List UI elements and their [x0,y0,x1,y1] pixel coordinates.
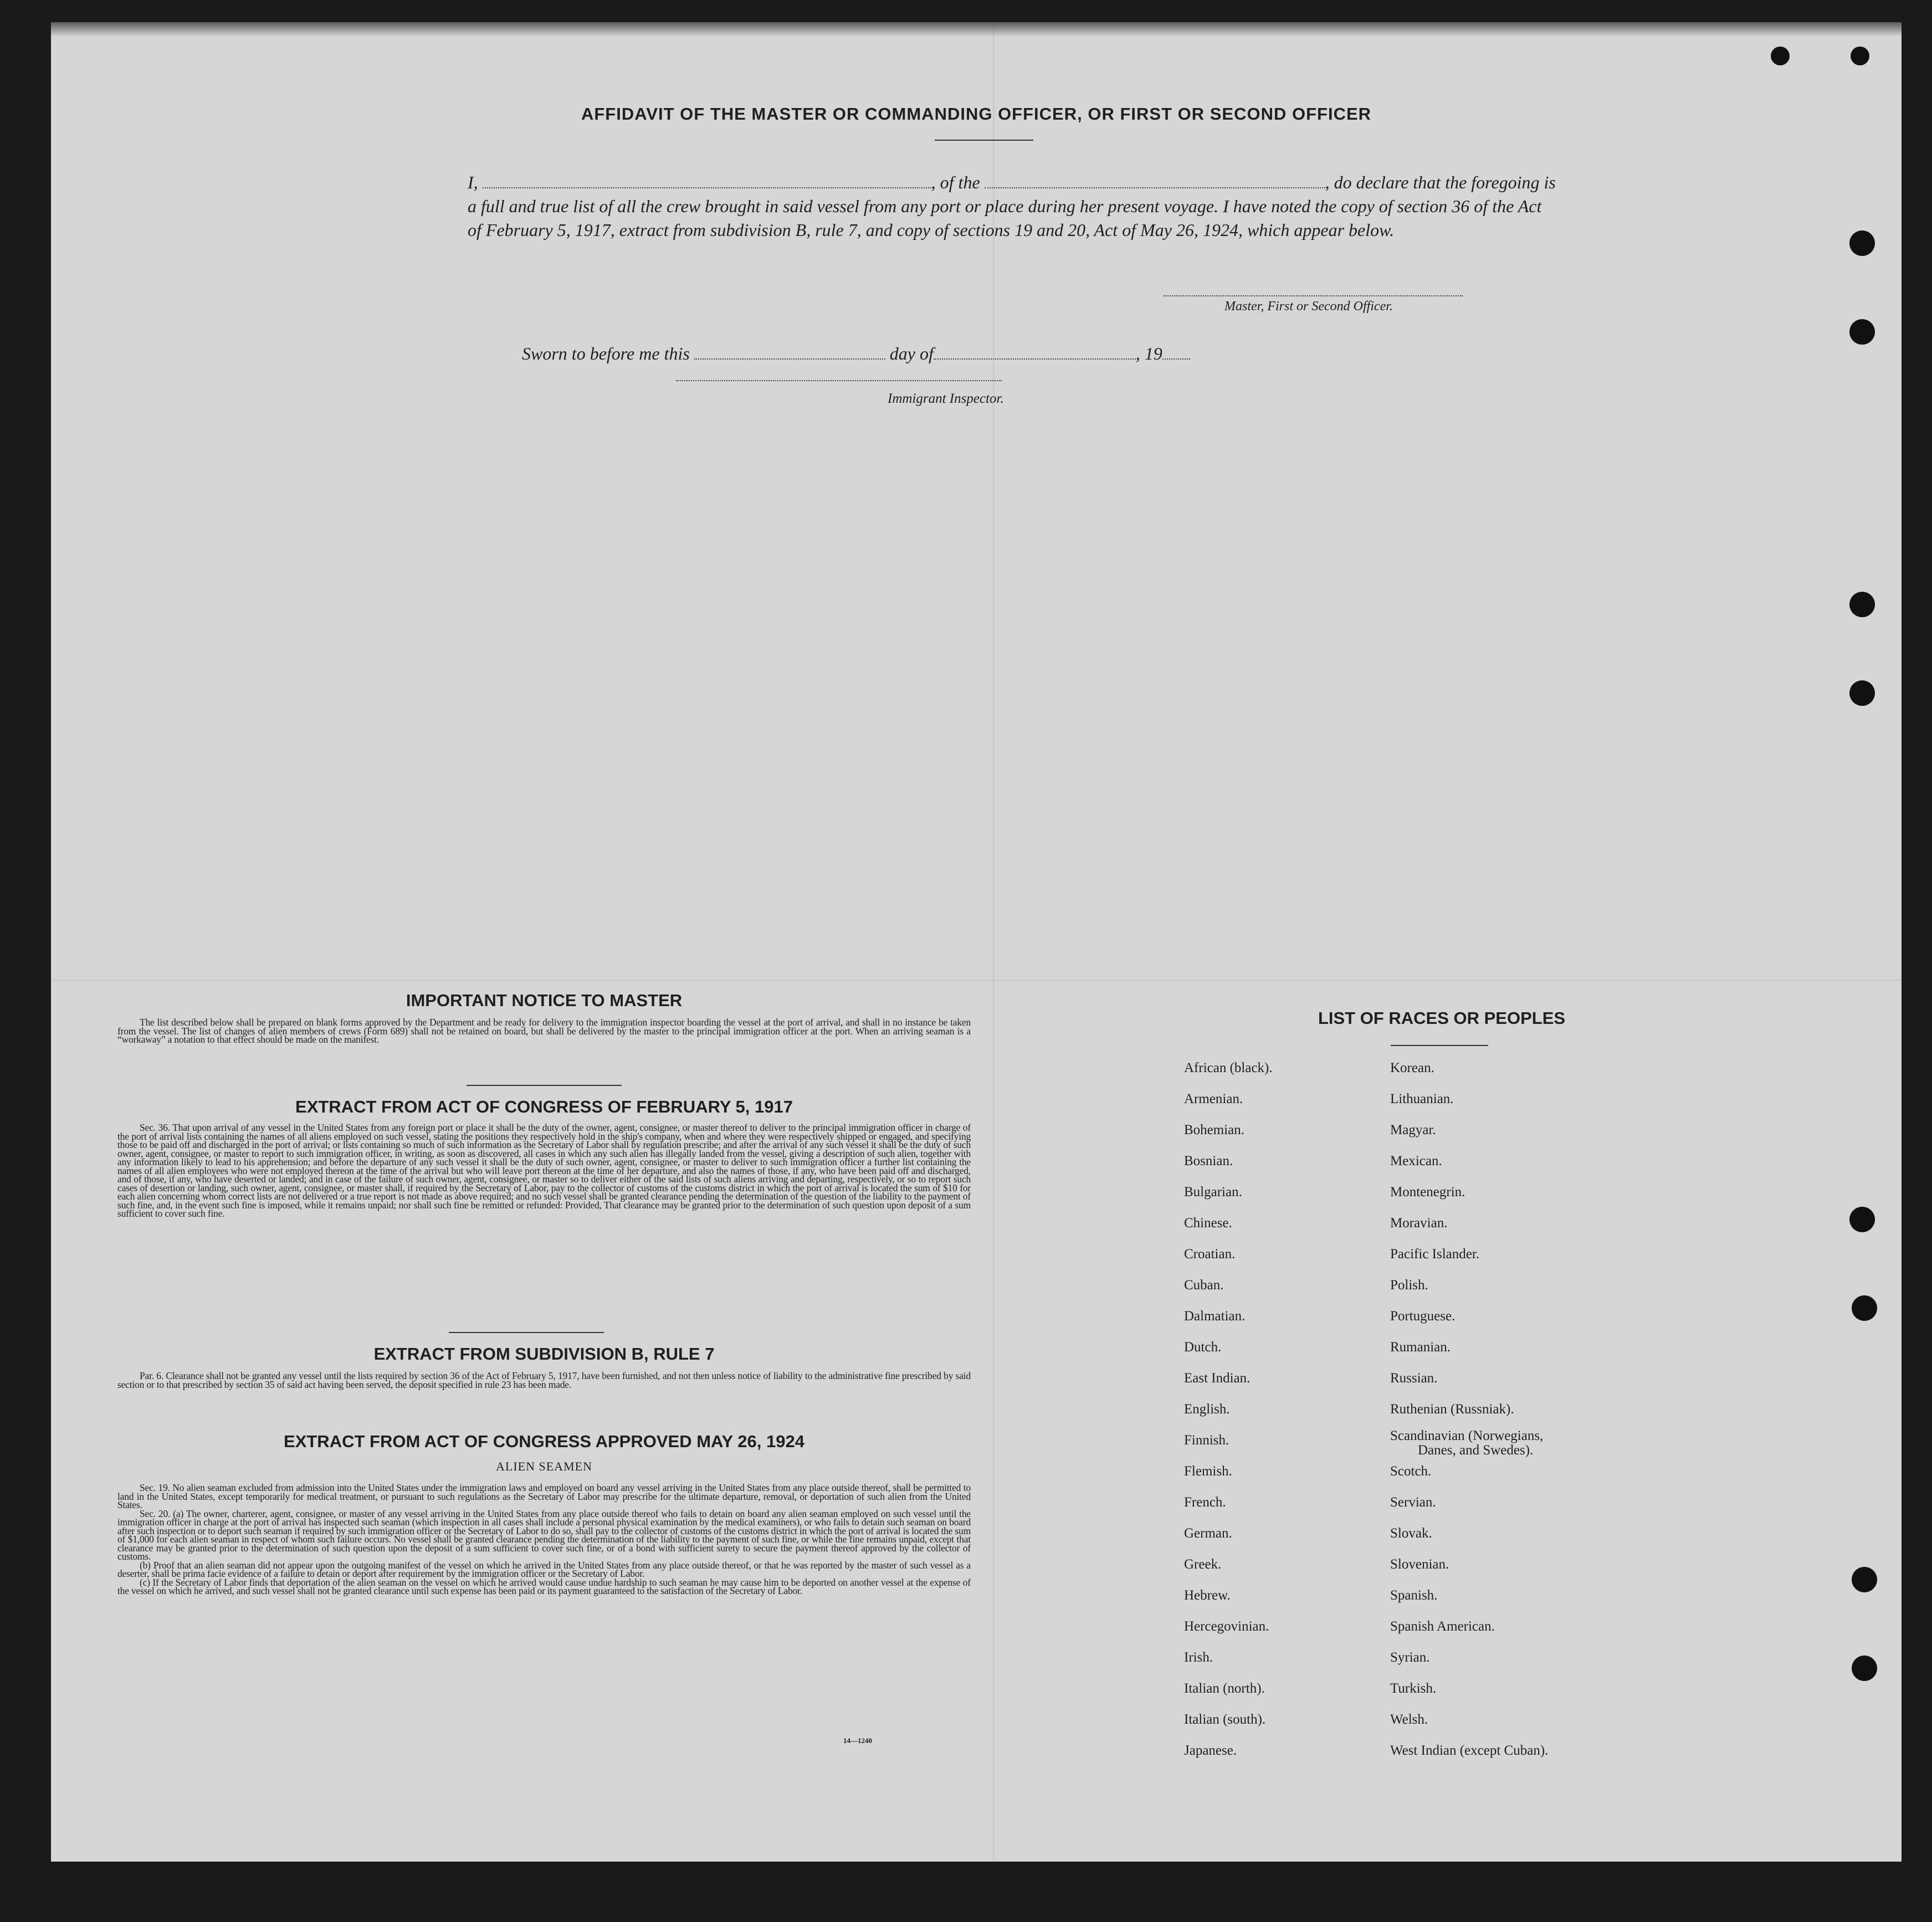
notice-divider [467,1085,622,1086]
extract-1924-subtitle: ALIEN SEAMEN [496,1459,592,1473]
race-item: Italian (south). [1184,1712,1266,1727]
race-item: Finnish. [1184,1433,1229,1448]
race-item: Bohemian. [1184,1123,1245,1137]
sworn-day-of: day of [889,344,934,363]
affidavit-body: that the foregoing is a full and true list of all the crew brought in said vessel from any port or place during her present voyage. I have noted the copy of section 36 of the Act of February 5, 1917, extract from subdivision B, rule 7, and copy of sections 19 and 20, Act of May 26, 1924, which appear below. [468,172,1556,240]
race-item: Japanese. [1184,1743,1237,1758]
race-item: East Indian. [1184,1371,1251,1386]
punch-hole-icon [1771,47,1790,65]
race-item: Scandinavian (Norwegians, [1390,1428,1544,1443]
race-item: Mexican. [1390,1154,1442,1168]
race-item: Rumanian. [1390,1340,1451,1355]
extract-1924-sec19: Sec. 19. No alien seaman excluded from admission into the United States under the immigration laws and employed on board any vessel arriving in the United States from any place outside thereof, shall be permitted to land in the United States, except temporarily for medical treatment, or pursuant to such regulations as the Secretary of Labor may prescribe for the ultimate departure, removal, or deportation of such alien from the United States. [117,1482,971,1510]
punch-hole-icon [1852,1656,1877,1681]
sworn-prefix: Sworn to before me this [522,344,690,363]
inspector-signature-line[interactable] [676,380,1002,382]
race-item: Lithuanian. [1390,1091,1454,1106]
sworn-day-field[interactable] [694,345,885,360]
extract-rule7-title: EXTRACT FROM SUBDIVISION B, RULE 7 [373,1344,715,1364]
fold-line-horizontal [51,980,1902,981]
race-item: Polish. [1390,1278,1428,1293]
inspector-caption: Immigrant Inspector. [888,391,1004,406]
extract-1924-sec20a: Sec. 20. (a) The owner, charterer, agent, consignee, or master of any vessel arriving in the United States from any place outside thereof who fails to detain on board any alien seaman employed on such vessel until the immigration officer in charge at the port of arrival has inspected such seaman (which inspection in all cases shall include a personal physical examination by the medical examiners), or who fails to detain such seaman on board after such inspection or to deport such seaman if required by such immigration officer or the Secretary of Labor to do so, shall pay to the collector of customs of the customs district in which the port of arrival is located the sum of $1,000 for each alien seaman in respect of whom such failure occurs. No vessel shall be granted clearance pending the determination of the liability to the payment of such fine, or while the fine remains unpaid, except that clearance may be granted prior to the determination of such question upon the deposit of a sum sufficient to cover such fine, or of a bond with sufficient surety to secure the payment thereof approved by the collector of customs. [117,1508,971,1562]
punch-hole-icon [1851,47,1869,65]
punch-hole-icon [1849,592,1875,617]
race-item: Slovak. [1390,1526,1432,1541]
race-item: Hebrew. [1184,1588,1231,1603]
extract-1917-title: EXTRACT FROM ACT OF CONGRESS OF FEBRUARY 5, 1917 [295,1097,793,1116]
race-item: Korean. [1390,1060,1434,1075]
extract-1924-title: EXTRACT FROM ACT OF CONGRESS APPROVED MAY 26, 1924 [284,1432,804,1451]
race-item: Turkish. [1390,1681,1437,1696]
race-item: Scotch. [1390,1464,1432,1479]
master-signature-line[interactable] [1164,295,1463,297]
race-item: West Indian (except Cuban). [1390,1743,1549,1758]
race-item: Welsh. [1390,1712,1428,1727]
race-item: Armenian. [1184,1091,1243,1106]
race-item: Portuguese. [1390,1309,1456,1324]
punch-hole-icon [1849,680,1875,706]
extract-1924-sec20c: (c) If the Secretary of Labor finds that deportation of the alien seaman on the vessel on which he arrived would cause undue hardship to such seaman he may cause him to be deported on another vessel at the expense of the vessel on which he arrived, and such vessel shall not be granted clearance until such expense has been paid or its payment guaranteed to the satisfaction of the Secretary of Labor. [117,1576,971,1596]
race-item: Spanish American. [1390,1619,1495,1634]
declarant-name-field[interactable] [483,174,931,188]
race-item: German. [1184,1526,1232,1541]
extract-1917-paragraph: Sec. 36. That upon arrival of any vessel in the United States from any foreign port or place it shall be the duty of the owner, agent, consignee, or master thereof to deliver to the principal immigration officer in charge of the port of arrival lists containing the names of all aliens employed on such vessel, stating the positions they respectively hold in the ship's company, when and where they were respectively shipped or engaged, and specifying those to be paid off and discharged in the port of arrival; or lists containing so much of such information as the Secretary of Labor shall by regulation prescribe; and after the arrival of any such vessel it shall be the duty of such owner, agent, consignee, or master to report to such immigration officer, in writing, as soon as discovered, all cases in which any such alien has illegally landed from the vessel, giving a description of such alien, together with any information likely to lead to his apprehension; and before the departure of any such vessel it shall be the duty of such owner, agent, consignee, or master to deliver to such immigration officer a further list containing the names of all alien employees who were not employed thereon at the time of the arrival but who will leave port thereon at the time of her departure, and also the names of those, if any, who have been paid off and discharged, and of those, if any, who have deserted or landed; and in case of the failure of such owner, agent, consignee, or master so to deliver either of the said lists of such aliens arriving and departing, respectively, or so to report such cases of desertion or landing, such owner, agent, consignee, or master shall, if required by the Secretary of Labor, pay to the collector of customs of the customs district in which the port of arrival is located the sum of $10 for each alien concerning whom correct lists are not delivered or a true report is not made as above required; and no such vessel shall be granted clearance pending the determination of the question of the liability to the payment of such fine, and, in the event such fine is imposed, while it remains unpaid; nor shall such fine be remitted or refunded: Provided, That clearance may be granted prior to the determination of such question upon deposit of a sum sufficient to cover such fine. [117,1122,971,1219]
affidavit-title: AFFIDAVIT OF THE MASTER OR COMMANDING OFFICER, OR FIRST OR SECOND OFFICER [581,104,1372,124]
punch-hole-icon [1849,230,1875,256]
race-item: Magyar. [1390,1123,1436,1137]
race-item: Russian. [1390,1371,1438,1386]
race-item: Bulgarian. [1184,1185,1242,1200]
sworn-month-field[interactable] [934,345,1136,360]
race-item: Cuban. [1184,1278,1224,1293]
vessel-name-field[interactable] [985,174,1325,188]
race-item: French. [1184,1495,1226,1510]
race-item: Servian. [1390,1495,1436,1510]
races-title: LIST OF RACES OR PEOPLES [1318,1008,1566,1028]
race-item: Bosnian. [1184,1154,1233,1168]
race-item: Italian (north). [1184,1681,1265,1696]
race-item: Montenegrin. [1390,1185,1465,1200]
races-title-rule [1391,1045,1488,1046]
race-item-continuation: Danes, and Swedes). [1418,1443,1534,1458]
race-item: Dalmatian. [1184,1309,1246,1324]
extract-1917-body [117,1124,971,1218]
sworn-year-field[interactable] [1162,345,1190,360]
affidavit-statement [468,171,1556,242]
race-item: Syrian. [1390,1650,1430,1665]
race-item: Dutch. [1184,1340,1222,1355]
affidavit-i: I, [468,172,478,192]
fold-line-vertical [993,22,995,1862]
punch-hole-icon [1852,1295,1877,1321]
race-item: African (black). [1184,1060,1273,1075]
document-page [51,22,1902,1862]
race-item: Irish. [1184,1650,1213,1665]
extract-rule7-paragraph: Par. 6. Clearance shall not be granted any vessel until the lists required by section 36 of the Act of February 5, 1917, have been furnished, and not then unless notice of liability to the administrative fine prescribed by said section or to that prescribed by section 35 of said act having been served, the deposit specified in rule 23 has been made. [117,1370,971,1390]
race-item: Ruthenian (Russniak). [1390,1402,1514,1417]
extract-1924-body [117,1484,971,1596]
notice-title: IMPORTANT NOTICE TO MASTER [406,991,683,1010]
top-edge-shadow [51,22,1902,37]
affidavit-do-declare: , do declare [1325,172,1409,192]
race-item: Slovenian. [1390,1557,1449,1572]
punch-hole-icon [1852,1567,1877,1592]
race-item: Pacific Islander. [1390,1247,1480,1262]
affidavit-title-rule [935,140,1033,141]
race-item: Spanish. [1390,1588,1438,1603]
form-number: 14—1240 [843,1736,872,1745]
notice-paragraph: The list described below shall be prepared on blank forms approved by the Department and be ready for delivery to the immigration inspector boarding the vessel at the port of arrival, and shall in no instance be taken from the vessel. The list of changes of alien members of crews (Form 689) shall not be retained on board, but shall be delivered by the master to the principal immigration officer at the port. When an arriving seaman is a “workaway” a notation to that effect should be made on the manifest. [117,1017,971,1045]
race-item: English. [1184,1402,1230,1417]
race-item: Greek. [1184,1557,1222,1572]
extract-1924-sec20b: (b) Proof that an alien seaman did not appear upon the outgoing manifest of the vessel on which he arrived in the United States from any place outside thereof, or that he was reported by the master of such vessel as a deserter, shall be prima facie evidence of a failure to detain or deport after requirement by the immigration officer or the Secretary of Labor. [117,1559,971,1579]
race-item: Hercegovinian. [1184,1619,1269,1634]
race-item: Croatian. [1184,1247,1236,1262]
extract-1917-divider [449,1332,604,1333]
race-item: Moravian. [1390,1216,1448,1231]
punch-hole-icon [1849,319,1875,345]
race-item: Flemish. [1184,1464,1232,1479]
punch-hole-icon [1849,1207,1875,1232]
notice-body [117,1018,971,1044]
race-item: Chinese. [1184,1216,1232,1231]
extract-rule7-body [117,1372,971,1389]
affidavit-of-the: , of the [931,172,980,192]
sworn-line [522,344,1190,364]
master-signature-caption: Master, First or Second Officer. [1224,299,1393,314]
sworn-year-prefix: , 19 [1135,344,1162,363]
